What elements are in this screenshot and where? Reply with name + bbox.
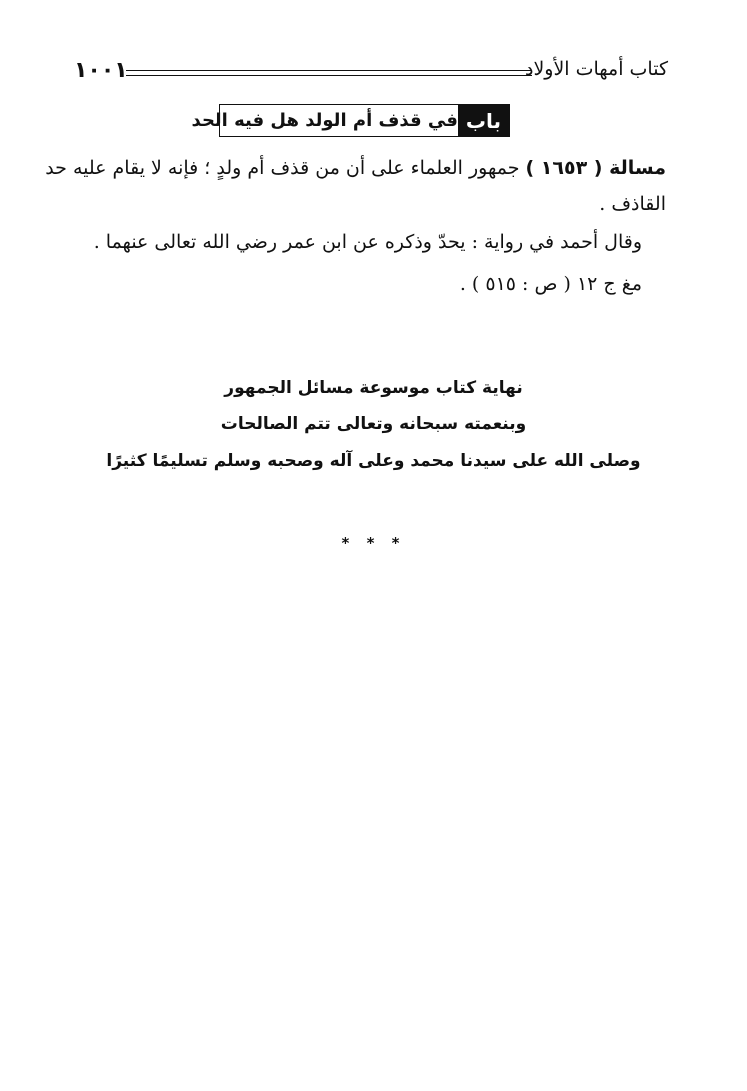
page-header bbox=[74, 58, 668, 88]
chapter-label: باب bbox=[458, 105, 509, 136]
chapter-heading bbox=[191, 104, 510, 137]
book-title: كتاب أمهات الأولاد bbox=[524, 58, 668, 80]
page-number: ١٠٠١ bbox=[74, 58, 128, 83]
closing-line-2: وبنعمته سبحانه وتعالى تتم الصالحات bbox=[220, 414, 527, 434]
closing-line-3: وصلى الله على سيدنا محمد وعلى آله وصحبه وسلم تسليمًا كثيرًا bbox=[106, 451, 641, 471]
masala-continuation: القاذف . bbox=[599, 193, 666, 215]
closing-line-1: نهاية كتاب موسوعة مسائل الجمهور bbox=[224, 378, 523, 398]
masala-number: مسالة ( ١٦٥٣ ) bbox=[525, 157, 666, 179]
end-separator: * * * bbox=[341, 534, 406, 552]
masala-text: جمهور العلماء على أن من قذف أم ولدٍ ؛ فإنه لا يقام عليه حد bbox=[45, 157, 520, 179]
source-reference: مغ ج ١٢ ( ص : ٥١٥ ) . bbox=[459, 273, 642, 295]
ahmad-opinion: وقال أحمد في رواية : يحدّ وذكره عن ابن عمر رضي الله تعالى عنهما . bbox=[93, 231, 642, 253]
header-rule bbox=[126, 70, 532, 76]
masala-paragraph bbox=[45, 150, 666, 186]
chapter-title: في قذف أم الولد هل فيه الحد bbox=[191, 110, 458, 131]
